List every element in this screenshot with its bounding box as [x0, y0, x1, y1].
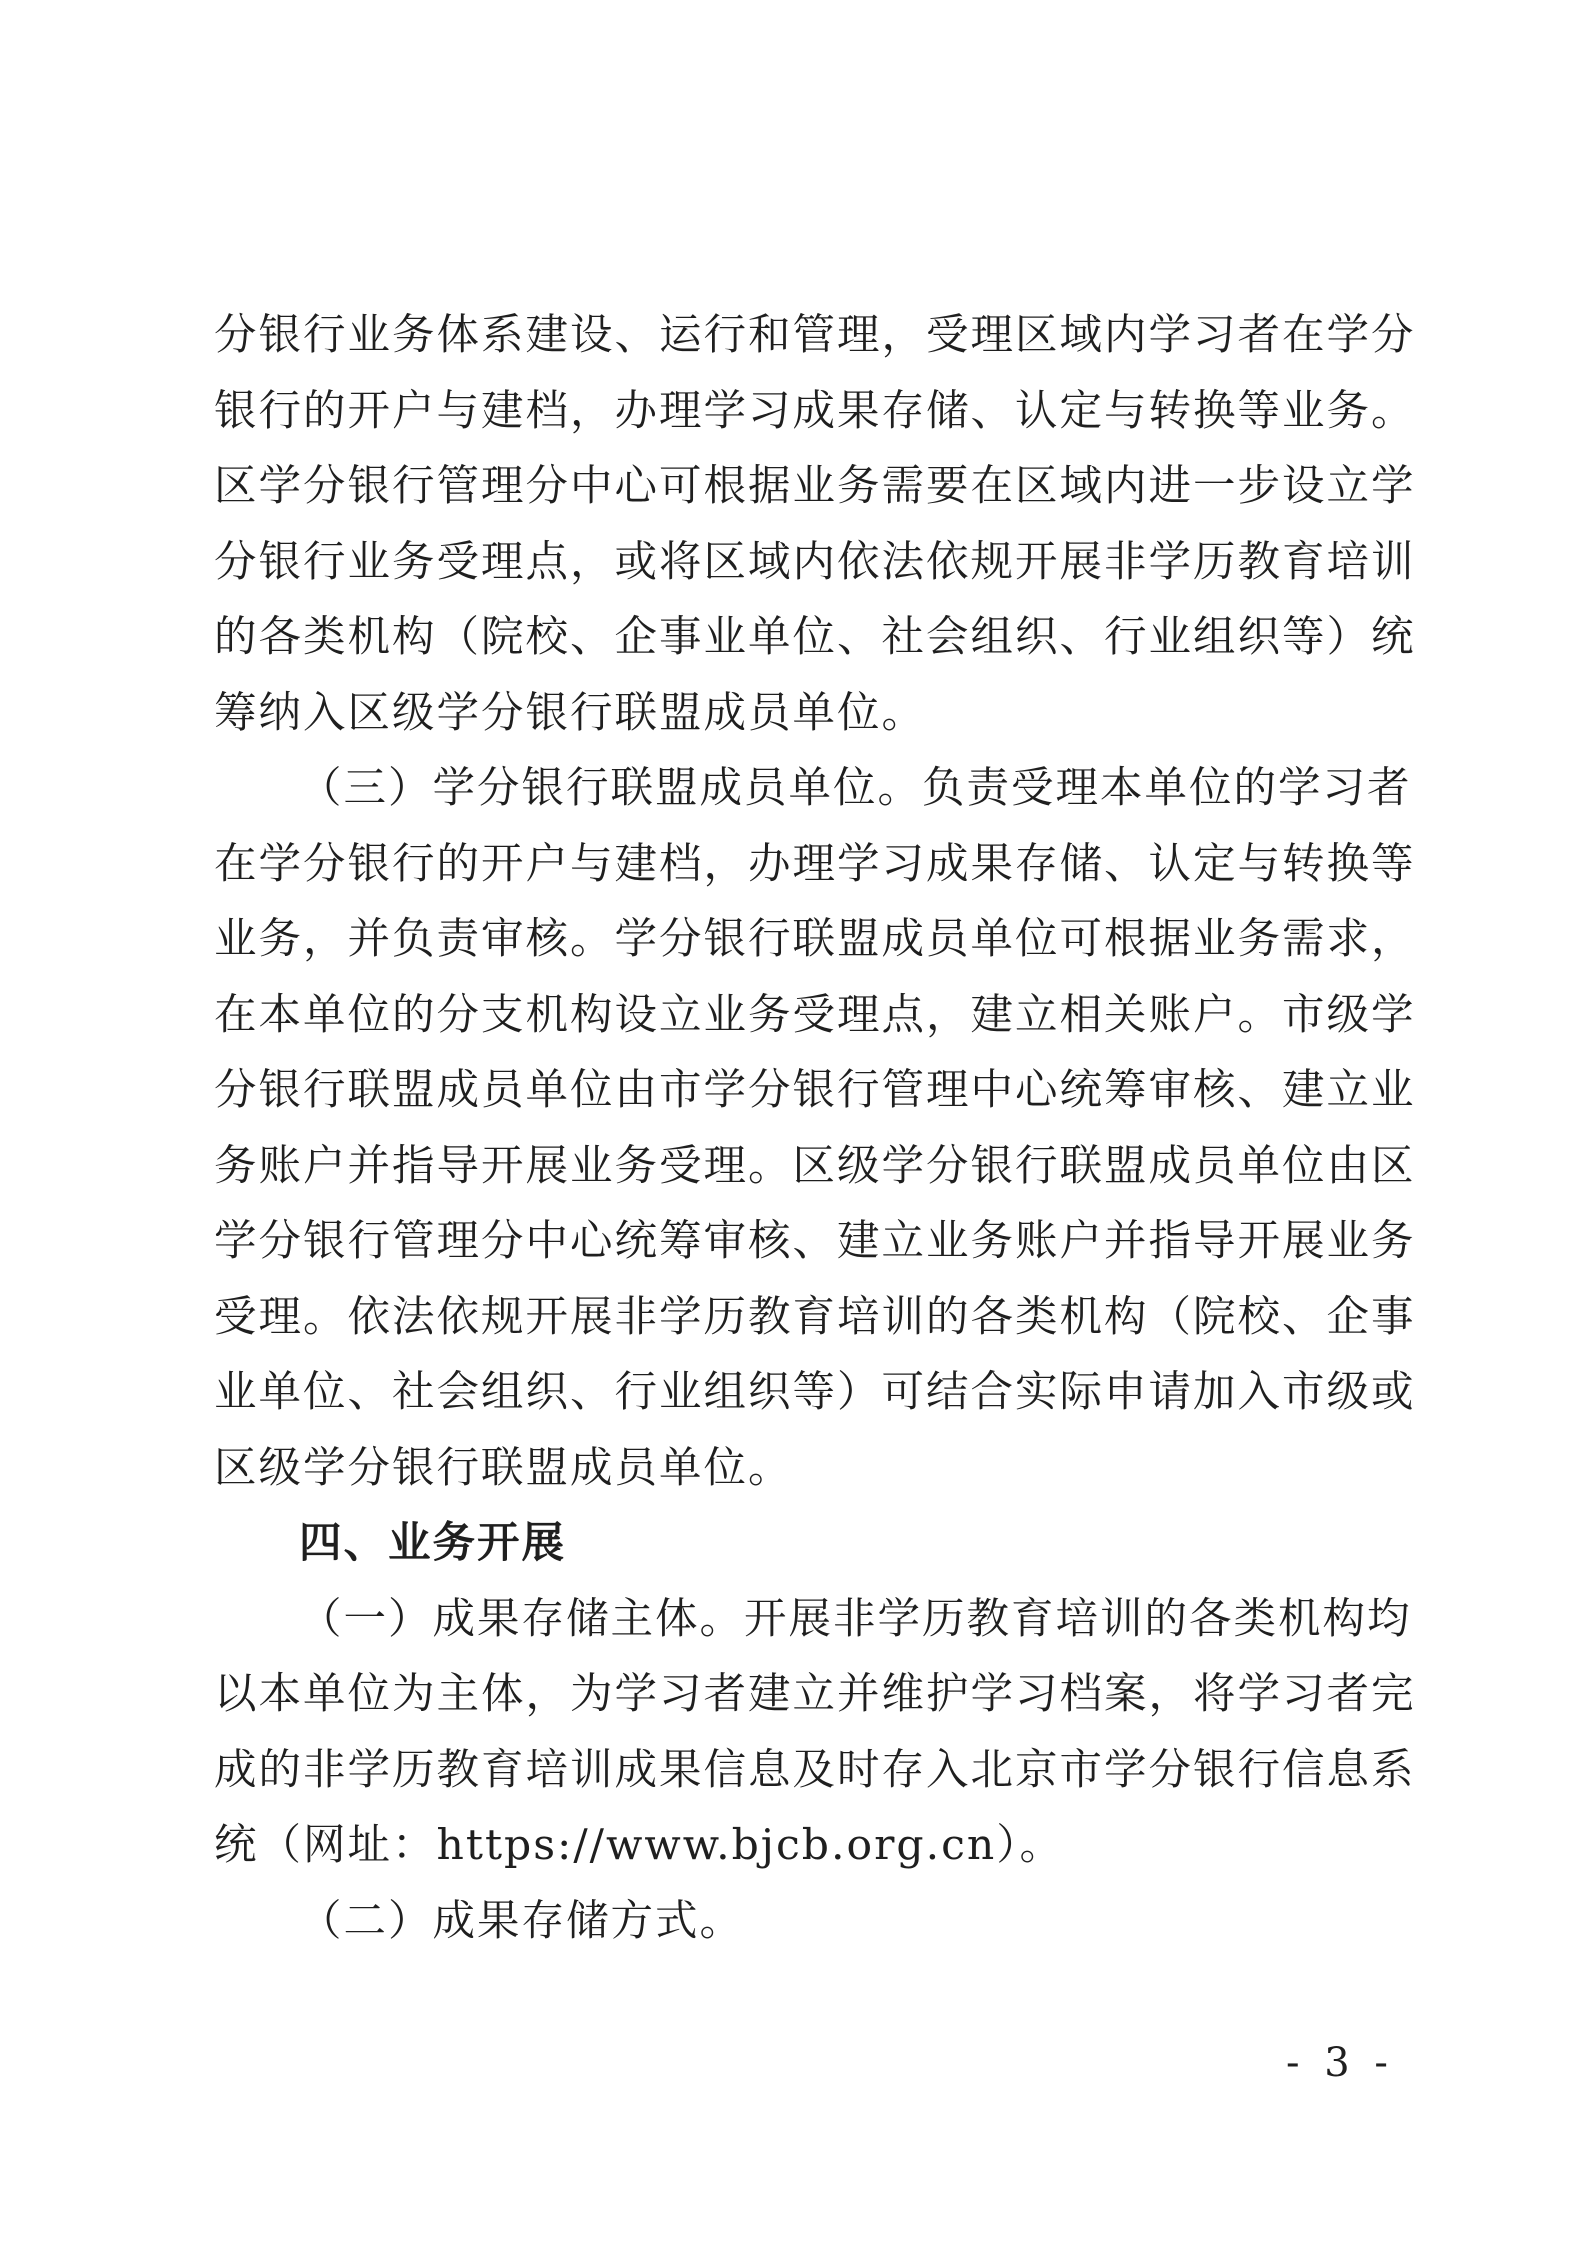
text-line: 受理。依法依规开展非学历教育培训的各类机构（院校、企事 [214, 1292, 1416, 1342]
text-line: 业务，并负责审核。学分银行联盟成员单位可根据业务需求， [214, 915, 1416, 964]
text-line: 务账户并指导开展业务受理。区级学分银行联盟成员单位由区 [214, 1141, 1416, 1191]
text-line: 成的非学历教育培训成果信息及时存入北京市学分银行信息系 [214, 1745, 1416, 1795]
text-line: 分银行联盟成员单位由市学分银行管理中心统筹审核、建立业 [214, 1066, 1416, 1115]
text-line: 区学分银行管理分中心可根据业务需要在区域内进一步设立学 [214, 462, 1416, 511]
text-line: 银行的开户与建档，办理学习成果存储、认定与转换等业务。 [214, 386, 1416, 436]
text-line: 的各类机构（院校、企事业单位、社会组织、行业组织等）统 [214, 613, 1416, 662]
text-line: 在本单位的分支机构设立业务受理点，建立相关账户。市级学 [214, 990, 1416, 1040]
text-line: 统（网址：https://www.bjcb.org.cn）。 [214, 1821, 1065, 1870]
page-number: - 3 - [1286, 2040, 1394, 2086]
text-line: （三）学分银行联盟成员单位。负责受理本单位的学习者 [299, 764, 1412, 813]
text-line: 区级学分银行联盟成员单位。 [214, 1443, 793, 1493]
body-text [214, 298, 1416, 1959]
text-line: （一）成果存储主体。开展非学历教育培训的各类机构均 [299, 1594, 1412, 1644]
text-line: 分银行业务体系建设、运行和管理，受理区域内学习者在学分 [214, 311, 1416, 360]
text-line: （二）成果存储方式。 [299, 1896, 745, 1946]
section-heading: 四、业务开展 [299, 1519, 567, 1568]
text-line: 以本单位为主体，为学习者建立并维护学习档案，将学习者完 [214, 1670, 1416, 1719]
text-line: 学分银行管理分中心统筹审核、建立业务账户并指导开展业务 [214, 1217, 1416, 1266]
text-line: 筹纳入区级学分银行联盟成员单位。 [214, 688, 927, 738]
text-line: 在学分银行的开户与建档，办理学习成果存储、认定与转换等 [214, 839, 1416, 889]
text-line: 分银行业务受理点，或将区域内依法依规开展非学历教育培训 [214, 537, 1416, 587]
text-line: 业单位、社会组织、行业组织等）可结合实际申请加入市级或 [214, 1368, 1416, 1417]
